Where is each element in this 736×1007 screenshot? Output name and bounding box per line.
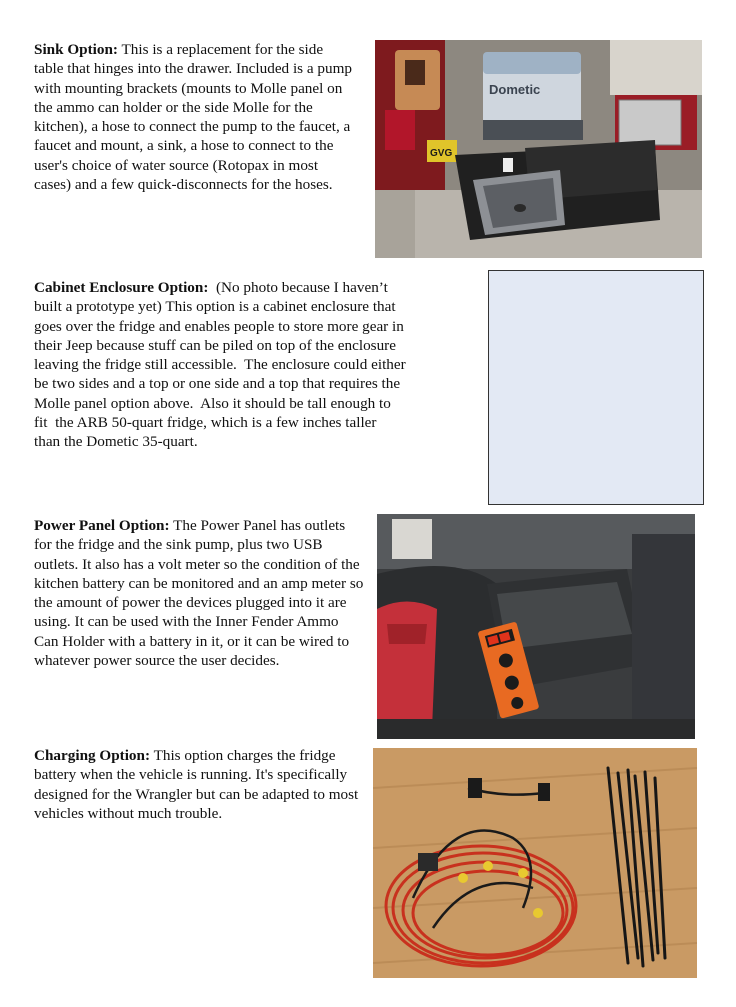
charging-option-text: This option charges the fridge battery when the vehicle is running. It's specifically designed for the Wrangler but can be adapted to most vehicles without much trouble. (34, 747, 359, 822)
cabinet-photo-placeholder (488, 270, 704, 505)
fridge-brand-text: Dometic (489, 82, 541, 97)
license-plate-text: GVG (430, 148, 453, 159)
sink-option-text: This is a replacement for the side table that hinges into the drawer. Included is a pump with mounting brackets (mounts to Molle panel on the ammo can holder or the side Molle for the kitchen), a hose to connect the pump to the faucet, a faucet and mount, a sink, a hose to connect to the user's choice of water source (Rotopax in most cases) and a few quick-disconnects for the hoses. (34, 41, 353, 194)
charging-option-paragraph (34, 746, 364, 823)
power-panel-option-heading: Power Panel Option: (34, 517, 170, 534)
cabinet-option-text: (No photo because I haven’t built a prototype yet) This option is a cabinet enclosure that goes over the fridge and enables people to store more gear in their Jeep because stuff can be piled on top of the enclosure leaving the fridge still accessible. The enclosure could either be two sides and a top or one side and a top that requires the Molle panel option above. Also it should be tall enough to fit the ARB 50-quart fridge, which is a few inches taller than the Dometic 35-quart. (34, 279, 410, 451)
sink-option-paragraph (34, 40, 354, 194)
cabinet-option-paragraph (34, 278, 410, 452)
power-panel-option-paragraph (34, 516, 364, 670)
sink-option-heading: Sink Option: (34, 41, 118, 58)
charging-option-heading: Charging Option: (34, 747, 151, 764)
charging-option-photo (373, 748, 697, 978)
cabinet-option-heading: Cabinet Enclosure Option: (34, 279, 209, 296)
power-panel-option-text: The Power Panel has outlets for the fridge and the sink pump, plus two USB outlets. It also has a volt meter so the condition of the kitchen battery can be monitored and an amp meter so the amount of power the devices plugged into it are using. It can be used with the Inner Fender Ammo Can Holder with a battery in it, or it can be wired to whatever power source the user decides. (34, 517, 364, 670)
sink-option-photo (375, 40, 702, 258)
power-panel-photo (377, 514, 695, 739)
